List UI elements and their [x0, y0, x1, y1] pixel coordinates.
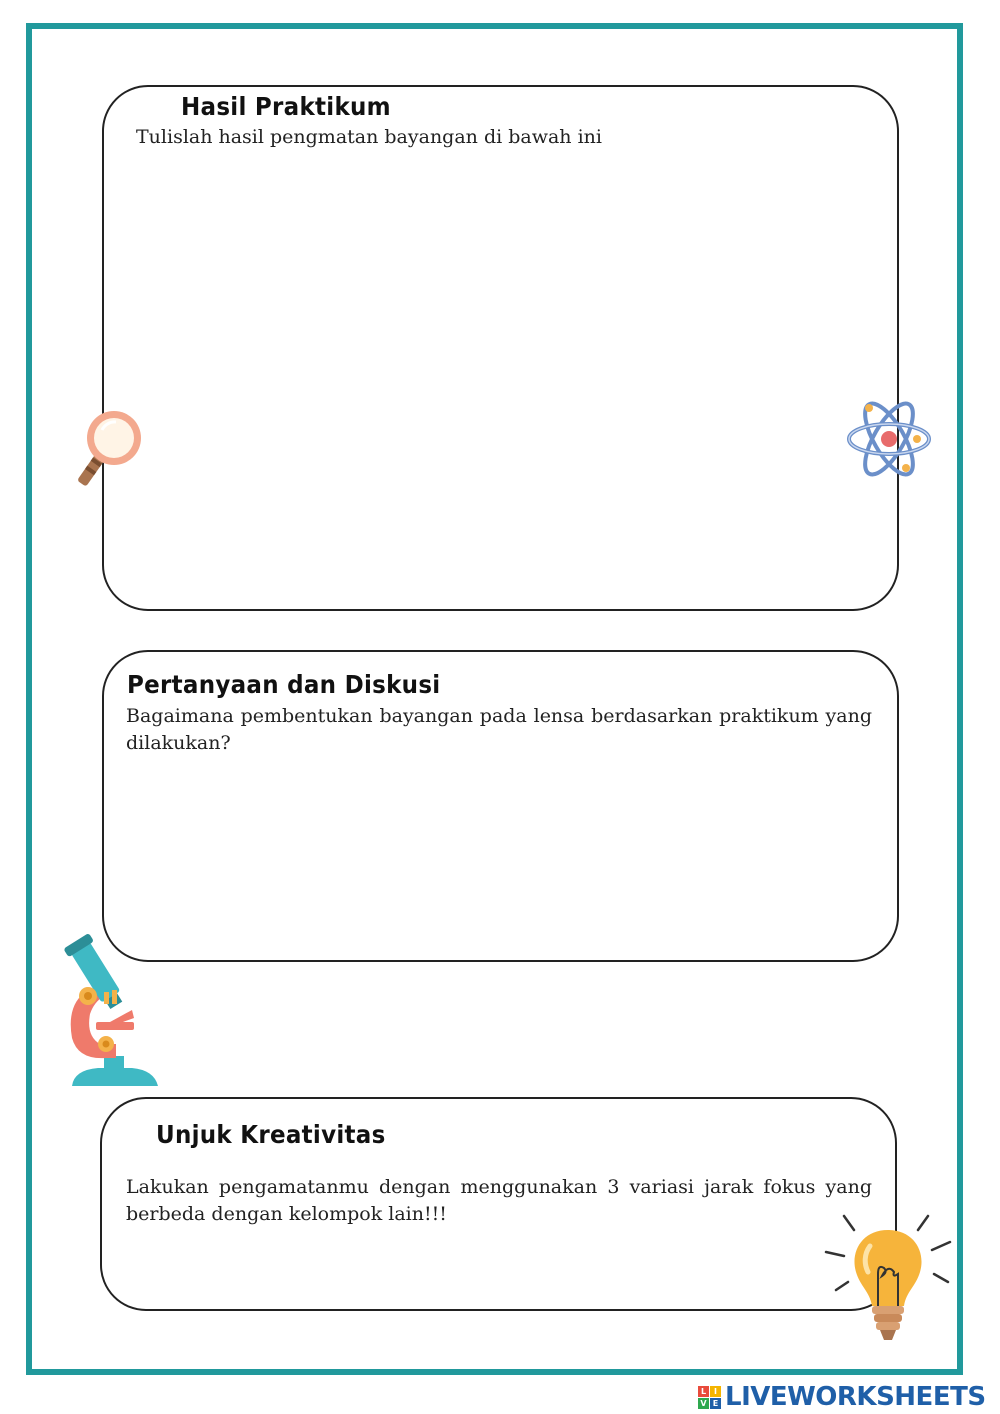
liveworksheets-logo-mark: L I V E: [698, 1386, 721, 1409]
atom-icon: [844, 398, 934, 480]
light-bulb-icon: [822, 1212, 954, 1346]
kreativitas-title: Unjuk Kreativitas: [156, 1120, 386, 1149]
diskusi-title: Pertanyaan dan Diskusi: [127, 670, 441, 699]
microscope-icon: [60, 926, 162, 1091]
kreativitas-task: Lakukan pengamatanmu dengan menggunakan 3 variasi jarak fokus yang berbeda dengan kelompok lain!!!: [126, 1176, 872, 1225]
magnifying-glass-icon: [68, 402, 148, 502]
liveworksheets-logo: [698, 1382, 986, 1412]
hasil-praktikum-title: Hasil Praktikum: [181, 92, 391, 121]
diskusi-question: Bagaimana pembentukan bayangan pada lensa berdasarkan praktikum yang dilakukan?: [126, 705, 872, 754]
liveworksheets-wordmark: LIVEWORKSHEETS: [725, 1382, 986, 1412]
hasil-praktikum-instruction: Tulislah hasil pengmatan bayangan di bawah ini: [136, 126, 602, 148]
hasil-praktikum-panel[interactable]: [102, 85, 899, 611]
